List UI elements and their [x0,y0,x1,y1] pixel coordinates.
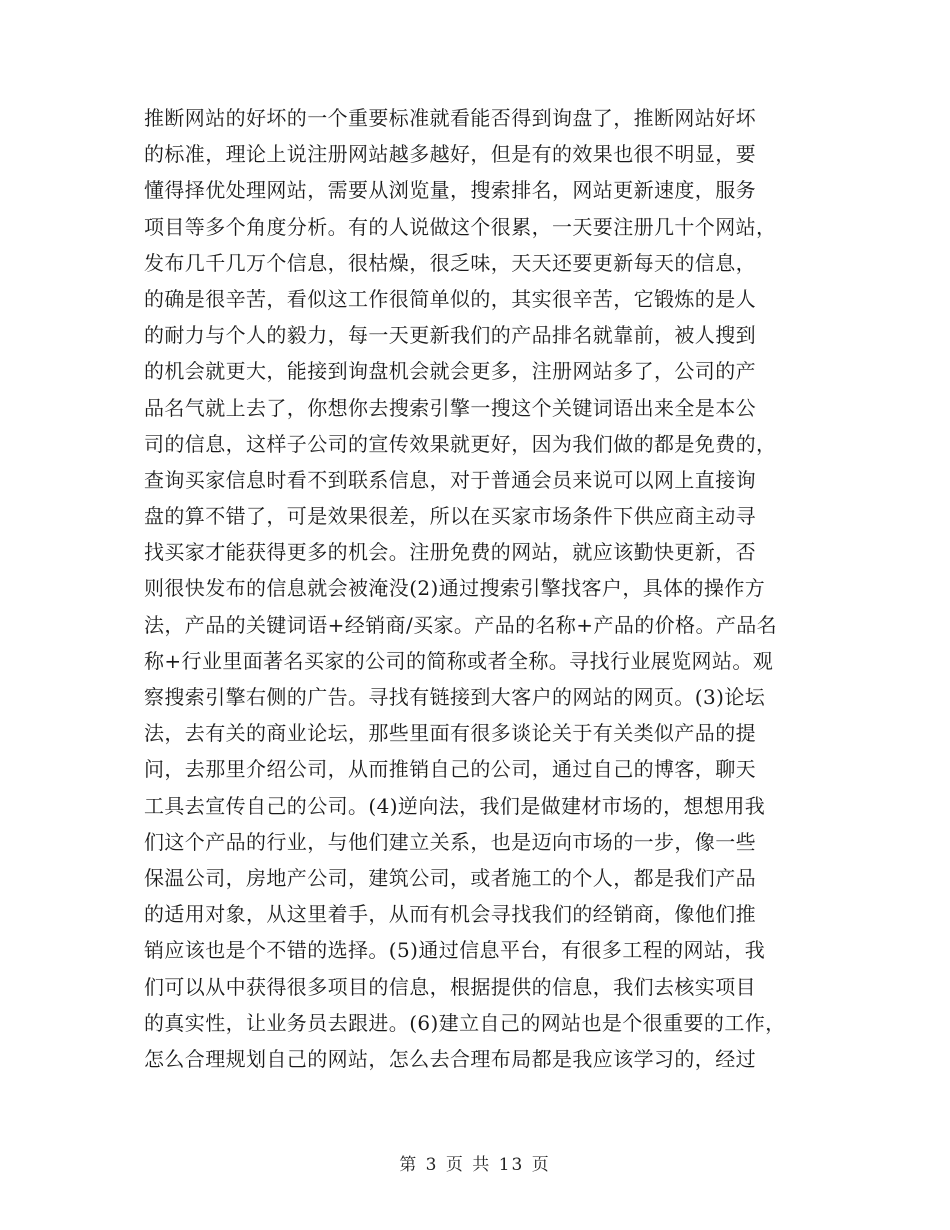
text-line: 则很快发布的信息就会被淹没(2)通过搜索引擎找客户，具体的操作方 [144,576,766,601]
text-line: 项目等多个角度分析。有的人说做这个很累，一天要注册几十个网站， [144,214,777,239]
text-line: 们可以从中获得很多项目的信息，根据提供的信息，我们去核实项目 [144,974,756,999]
text-line: 们这个产品的行业，与他们建立关系，也是迈向市场的一步，像一些 [144,829,756,854]
text-line: 称+行业里面著名买家的公司的简称或者全称。寻找行业展览网站。观 [144,648,774,673]
text-line: 法，产品的关键词语+经销商/买家。产品的名称+产品的价格。产品名 [144,612,778,637]
text-line: 懂得择优处理网站，需要从浏览量，搜索排名，网站更新速度，服务 [144,178,756,203]
text-line: 查询买家信息时看不到联系信息，对于普通会员来说可以网上直接询 [144,467,756,492]
text-line: 保温公司，房地产公司，建筑公司，或者施工的个人，都是我们产品 [144,865,756,890]
text-line: 的标准，理论上说注册网站越多越好，但是有的效果也很不明显，要 [144,142,756,167]
text-line: 的真实性，让业务员去跟进。(6)建立自己的网站也是个很重要的工作， [144,1010,786,1035]
text-line: 察搜索引擎右侧的广告。寻找有链接到大客户的网站的网页。(3)论坛 [144,685,766,709]
text-line: 的耐力与个人的毅力，每一天更新我们的产品排名就靠前，被人搜到 [144,323,756,348]
text-line: 销应该也是个不错的选择。(5)通过信息平台，有很多工程的网站，我 [144,938,766,963]
text-line: 工具去宣传自己的公司。(4)逆向法，我们是做建材市场的，想想用我 [144,793,766,818]
page-number-footer: 第 3 页 共 13 页 [399,1155,551,1175]
text-line: 推断网站的好坏的一个重要标准就看能否得到询盘了，推断网站好坏 [144,106,756,130]
text-line: 品名气就上去了，你想你去搜索引擎一搜这个关键词语出来全是本公 [144,395,756,420]
text-line: 的确是很辛苦，看似这工作很简单似的，其实很辛苦，它锻炼的是人 [144,286,756,311]
body-text [144,100,834,1077]
text-line: 怎么合理规划自己的网站，怎么去合理布局都是我应该学习的，经过 [144,1046,756,1071]
text-line: 法，去有关的商业论坛，那些里面有很多谈论关于有关类似产品的提 [144,721,756,746]
text-line: 的适用对象，从这里着手，从而有机会寻找我们的经销商，像他们推 [144,902,756,927]
text-line: 的机会就更大，能接到询盘机会就会更多，注册网站多了，公司的产 [144,359,756,384]
text-line: 发布几千几万个信息，很枯燥，很乏味，天天还要更新每天的信息， [144,250,756,275]
text-line: 问，去那里介绍公司，从而推销自己的公司，通过自己的博客，聊天 [144,757,756,782]
text-line: 找买家才能获得更多的机会。注册免费的网站，就应该勤快更新，否 [144,540,756,565]
text-line: 盘的算不错了，可是效果很差，所以在买家市场条件下供应商主动寻 [144,504,756,529]
text-line: 司的信息，这样子公司的宣传效果就更好，因为我们做的都是免费的， [144,431,777,456]
